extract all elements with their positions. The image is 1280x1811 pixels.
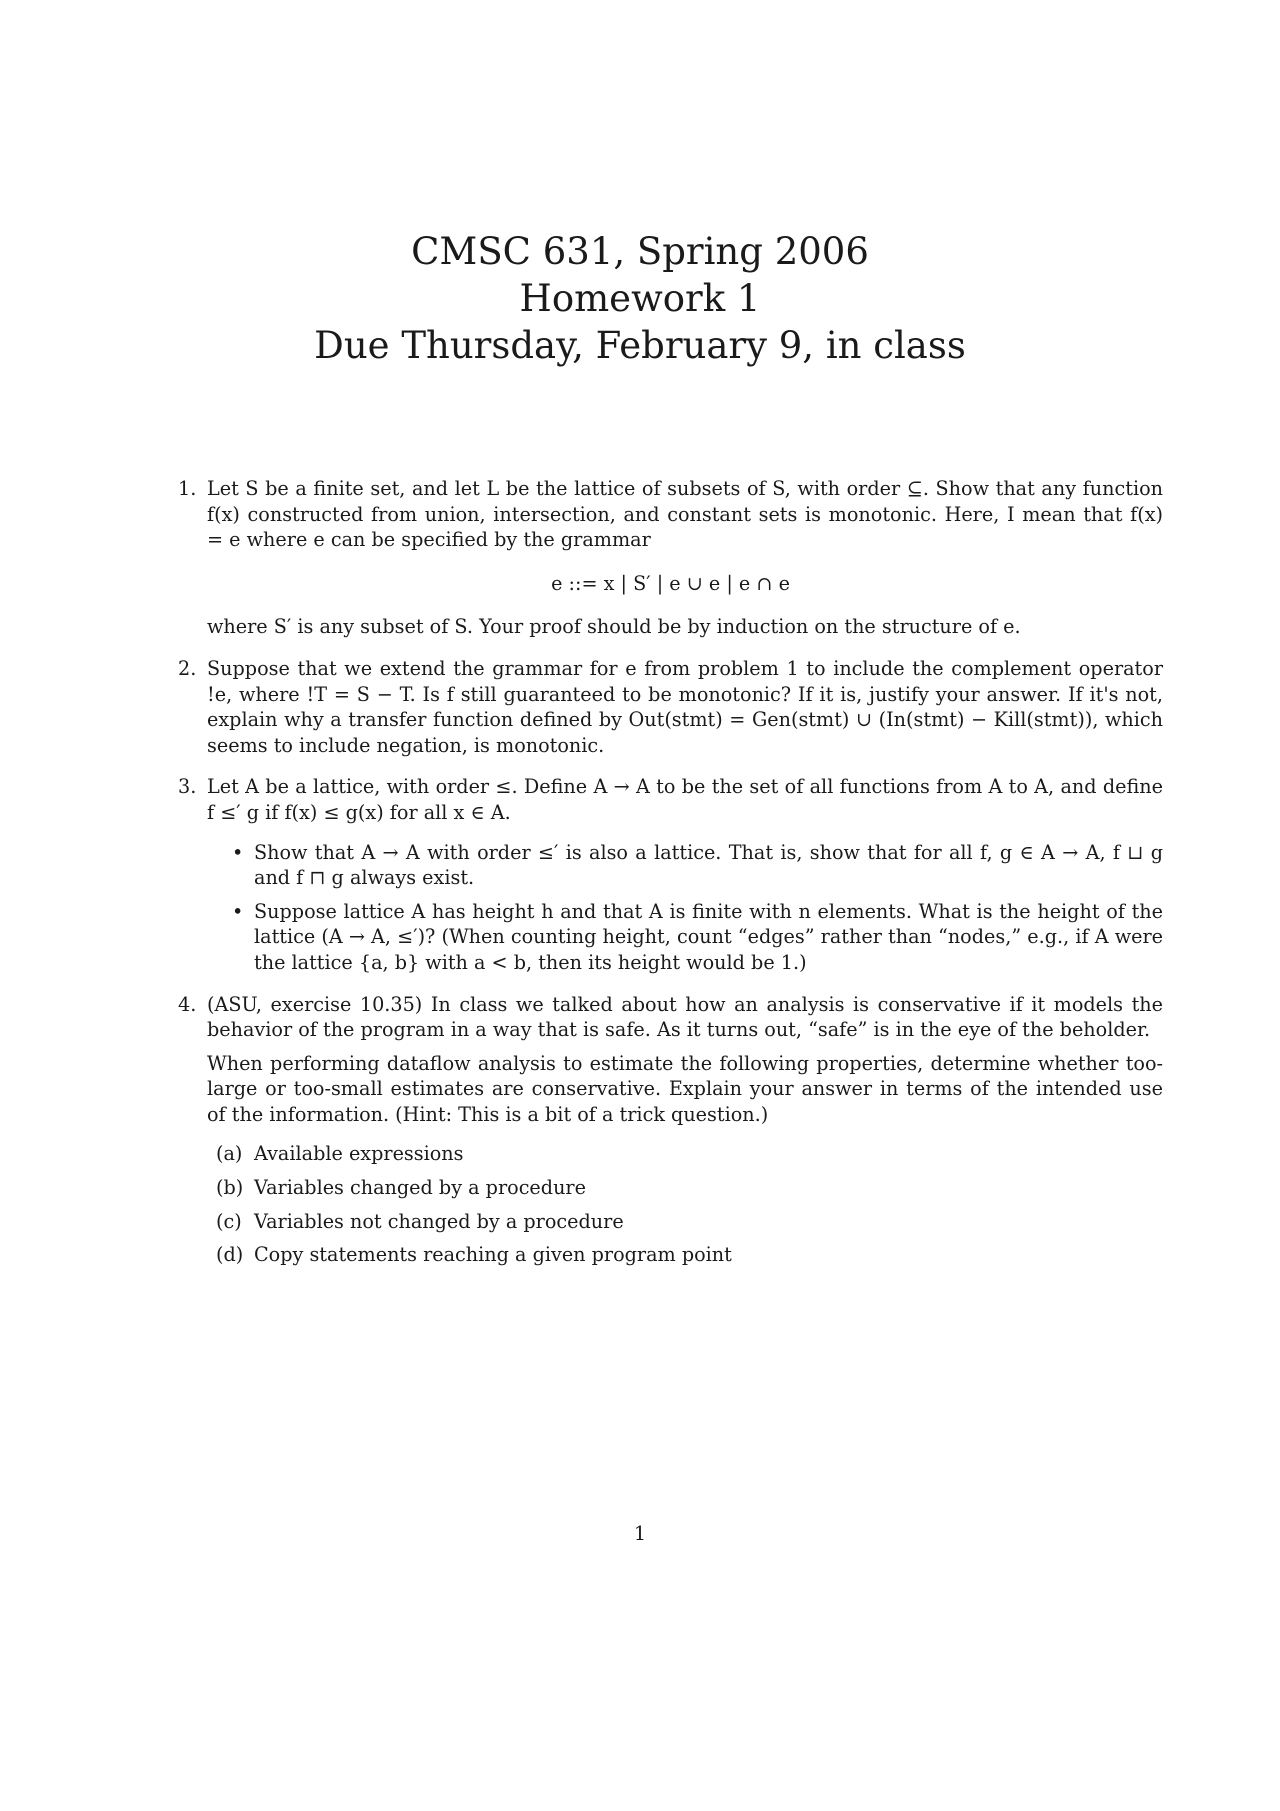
subitem-label: (b) [216, 1176, 244, 1200]
assignment-title: Homework 1 [519, 277, 761, 320]
problem-number: 2. [178, 656, 197, 680]
page-number: 1 [633, 1522, 647, 1545]
list-item [207, 899, 1163, 976]
problem-text: (ASU, exercise 10.35) In class we talked about how an analysis is conservative if it models the behavior of the program in a way that is safe. As it turns out, “safe” is in the eye of the beholder. [207, 992, 1163, 1042]
bullet-text: Suppose lattice A has height h and that A is finite with n elements. What is the height of the lattice (A → A, ≤′)? (When counting height, count “edges” rather than “nodes,” e.g., if A were the lattice {a, b} with a < b, then its height would be 1.) [254, 899, 1163, 974]
grammar-equation: e ::= x | S′ | e ∪ e | e ∩ e [551, 571, 790, 595]
problem-text-continued: where S′ is any subset of S. Your proof should be by induction on the structure of e. [207, 615, 1021, 639]
subitem-text: Copy statements reaching a given program point [254, 1243, 732, 1267]
bullet-marker: • [232, 840, 244, 864]
bullet-list [207, 840, 1163, 976]
subitem-text: Variables changed by a procedure [254, 1176, 586, 1200]
bullet-marker: • [232, 899, 244, 923]
due-date: Due Thursday, February 9, in class [314, 324, 966, 367]
problem-2 [178, 656, 1163, 758]
problem-1 [178, 476, 1163, 640]
subitem-label: (a) [216, 1142, 243, 1166]
subitem-label: (c) [216, 1209, 242, 1233]
bullet-text: Show that A → A with order ≤′ is also a lattice. That is, show that for all f, g ∈ A → A, f ⊔ g and f ⊓ g always exist. [254, 840, 1163, 890]
problem-text: Suppose that we extend the grammar for e from problem 1 to include the complement operator !e, where !T = S − T. Is f still guaranteed to be monotonic? If it is, justify your answer. If it's not, explain why a transfer function defined by Out(stmt) = Gen(stmt) ∪ (In(stmt) − Kill(stmt)), which seems to include negation, is monotonic. [207, 656, 1163, 757]
problem-list [178, 476, 1163, 1284]
list-item [207, 1175, 1163, 1201]
list-item [207, 840, 1163, 891]
list-item [207, 1209, 1163, 1235]
list-item [207, 1141, 1163, 1167]
problem-text: Let S be a finite set, and let L be the lattice of subsets of S, with order ⊆. Show that any function f(x) constructed from union, intersection, and constant sets is monotonic. Here, I mean that f(x) = e where e can be specified by the grammar [207, 477, 1163, 552]
list-item [207, 1242, 1163, 1268]
problem-number: 4. [178, 992, 197, 1016]
subitem-label: (d) [216, 1243, 244, 1267]
course-title: CMSC 631, Spring 2006 [411, 230, 869, 273]
title-block [0, 228, 1280, 369]
problem-number: 1. [178, 477, 197, 500]
problem-4 [178, 992, 1163, 1268]
subitem-text: Variables not changed by a procedure [254, 1209, 624, 1233]
subitem-text: Available expressions [254, 1142, 464, 1166]
problem-text-continued: When performing dataflow analysis to estimate the following properties, determine whether too-large or too-small estimates are conservative. Explain your answer in terms of the intended use of the information. (Hint: This is a bit of a trick question.) [207, 1051, 1163, 1126]
problem-number: 3. [178, 775, 197, 799]
subitem-list [207, 1141, 1163, 1267]
problem-text: Let A be a lattice, with order ≤. Define A → A to be the set of all functions from A to A, and define f ≤′ g if f(x) ≤ g(x) for all x ∈ A. [207, 775, 1163, 824]
problem-3 [178, 774, 1163, 975]
